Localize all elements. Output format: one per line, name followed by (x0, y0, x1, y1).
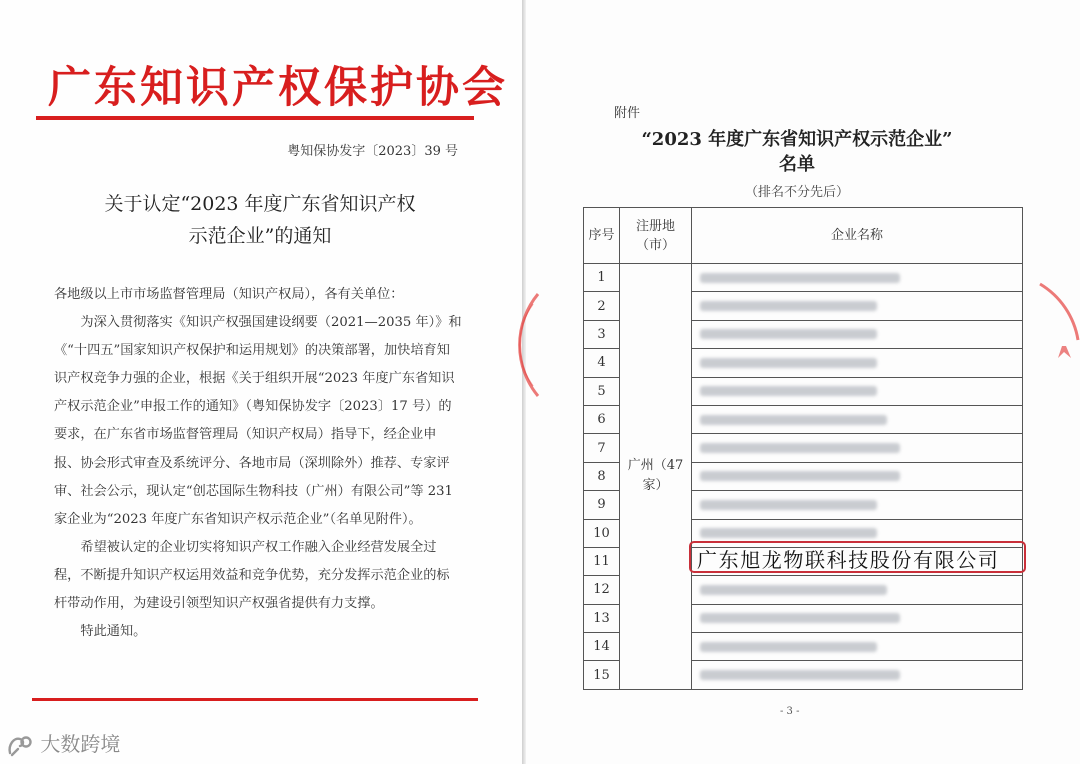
stamp-left-edge (500, 290, 540, 400)
region-cell: 广州（47 家） (620, 264, 692, 690)
paragraph-1: 为深入贯彻落实《知识产权强国建设纲要（2021—2035 年）》和《“十四五”国家知识产权保护和运用规划》的决策部署，加快培育知识产权竞争力强的企业，根据《关于组织开展“2023 年度广东省知识产权示范企业”申报工作的通知》（粤知保协发字〔2023〕17 号）的要求，在广东省市场监督管理局（知识产权局）指导下，经企业申报、协会形式审查及系统评分、各地市局（深圳除外）推荐、专家评审、社会公示，现认定“创芯国际生物科技（广州）有限公司”等 231 家企业为“2023 年度广东省知识产权示范企业”（名单见附件）。 (54, 315, 462, 527)
redacted-name-blur (700, 358, 877, 368)
row-number: 10 (584, 519, 620, 547)
row-number: 11 (584, 547, 620, 575)
company-name-cell-redacted (692, 633, 1023, 661)
redacted-name-blur (700, 415, 887, 425)
row-number: 1 (584, 264, 620, 292)
redacted-name-blur (700, 642, 877, 652)
order-note: （排名不分先后） (744, 185, 849, 200)
row-number: 6 (584, 405, 620, 433)
closing-line: 特此通知。 (80, 624, 147, 640)
table-row (584, 264, 1023, 292)
highlighted-company-name: 广东旭龙物联科技股份有限公司 (697, 548, 1000, 572)
company-list-table (583, 207, 1023, 690)
row-number: 9 (584, 491, 620, 519)
row-number: 12 (584, 576, 620, 604)
document-number: 粤知保协发字〔2023〕39 号 (287, 144, 458, 159)
notice-body (54, 281, 462, 646)
row-number: 14 (584, 633, 620, 661)
list-title-line2: 名单 (779, 154, 815, 175)
company-name-cell-redacted (692, 405, 1023, 433)
redacted-name-blur (700, 613, 900, 623)
header-region: 注册地（市） (620, 208, 692, 264)
notice-title-line1: 关于认定“2023 年度广东省知识产权 (104, 193, 416, 215)
header-red-rule (36, 116, 474, 120)
redacted-name-blur (700, 528, 877, 538)
row-number: 15 (584, 661, 620, 689)
redacted-name-blur (700, 471, 900, 481)
redacted-name-blur (700, 301, 877, 311)
row-number: 3 (584, 320, 620, 348)
list-title (582, 127, 1012, 177)
watermark-text: 大数跨境 (40, 732, 121, 756)
row-number: 4 (584, 349, 620, 377)
company-name-cell-redacted (692, 320, 1023, 348)
stamp-right-edge (1036, 280, 1080, 390)
header-company: 企业名称 (692, 208, 1023, 264)
page-number: - 3 - (780, 706, 800, 717)
redacted-name-blur (700, 443, 900, 453)
redacted-name-blur (700, 273, 900, 283)
salutation: 各地级以上市市场监督管理局（知识产权局），各有关单位： (54, 287, 404, 302)
org-name-header: 广东知识产权保护协会 (48, 63, 508, 113)
company-name-cell-redacted (692, 462, 1023, 490)
company-name-cell-redacted (692, 491, 1023, 519)
company-name-cell-redacted (692, 264, 1023, 292)
footer-red-rule (32, 698, 478, 701)
row-number: 8 (584, 462, 620, 490)
header-no: 序号 (584, 208, 620, 264)
company-name-cell-redacted (692, 661, 1023, 689)
watermark-logo-icon (6, 733, 34, 759)
company-name-cell-redacted (692, 576, 1023, 604)
row-number: 5 (584, 377, 620, 405)
paragraph-2: 希望被认定的企业切实将知识产权工作融入企业经营发展全过程，不断提升知识产权运用效益和竞争优势，充分发挥示范企业的标杆带动作用，为建设引领型知识产权强省提供有力支撑。 (54, 539, 450, 612)
list-title-line1: “2023 年度广东省知识产权示范企业” (641, 129, 953, 150)
row-number: 2 (584, 292, 620, 320)
redacted-name-blur (700, 500, 877, 510)
watermark (6, 728, 120, 758)
attachment-label: 附件 (614, 106, 641, 121)
company-name-cell-redacted (692, 292, 1023, 320)
notice-title-line2: 示范企业”的通知 (188, 225, 332, 247)
redacted-name-blur (700, 585, 887, 595)
redacted-name-blur (700, 386, 877, 396)
notice-title (40, 188, 480, 252)
row-number: 7 (584, 434, 620, 462)
row-number: 13 (584, 604, 620, 632)
company-name-cell-redacted (692, 377, 1023, 405)
table-header-row (584, 208, 1023, 264)
company-name-cell-redacted (692, 604, 1023, 632)
redacted-name-blur (700, 670, 900, 680)
company-name-cell-redacted (692, 434, 1023, 462)
redacted-name-blur (700, 329, 877, 339)
company-name-cell-redacted (692, 349, 1023, 377)
